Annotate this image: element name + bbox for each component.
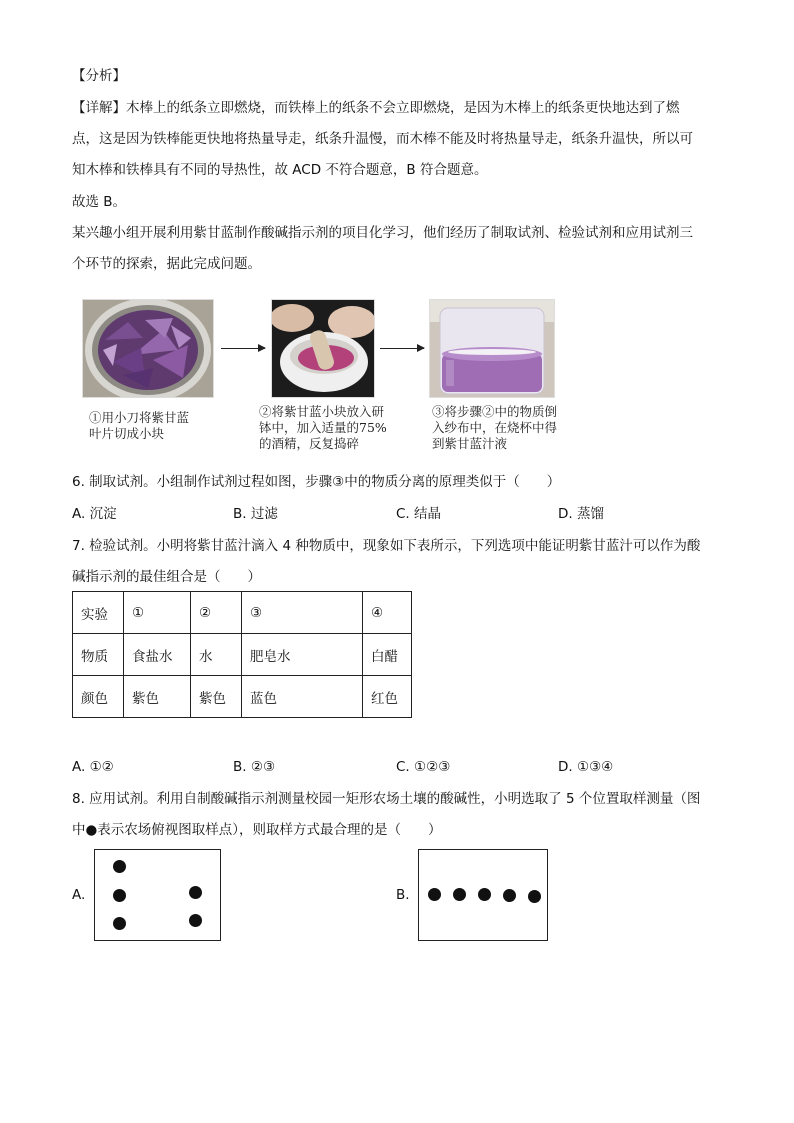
q6-option-c[interactable]: C. 结晶	[396, 506, 442, 522]
table-row	[73, 676, 412, 718]
q7-option-a[interactable]: A. ①②	[72, 759, 114, 775]
arrow-2-to-3	[380, 348, 424, 349]
q7-stem-line-1: 7. 检验试剂。小明将紫甘蓝汁滴入 4 种物质中，现象如下表所示，下列选项中能证明紫甘蓝汁可以作为酸	[72, 538, 701, 554]
q6-stem: 6. 制取试剂。小组制作试剂过程如图，步骤③中的物质分离的原理类似于（ ）	[72, 474, 561, 490]
table-cell: ②	[191, 592, 242, 634]
q8-option-b[interactable]: B.	[396, 887, 410, 903]
intro-line-1: 某兴趣小组开展利用紫甘蓝制作酸碱指示剂的项目化学习，他们经历了制取试剂、检验试剂和应用试剂三	[72, 225, 693, 241]
table-cell: ④	[363, 592, 412, 634]
sample-point	[113, 889, 126, 902]
arrow-1-to-2	[221, 348, 265, 349]
q7-option-b[interactable]: B. ②③	[233, 759, 276, 775]
detail-line-1: 【详解】木棒上的纸条立即燃烧，而铁棒上的纸条不会立即燃烧，是因为木棒上的纸条更快地达到了燃	[72, 100, 680, 116]
table-cell: 食盐水	[124, 634, 191, 676]
table-row	[73, 634, 412, 676]
detail-line-2: 点，这是因为铁棒能更快地将热量导走，纸条升温慢，而木棒不能及时将热量导走，纸条升温快，所以可	[72, 131, 693, 147]
table-cell: 水	[191, 634, 242, 676]
q8-option-a[interactable]: A.	[72, 887, 86, 903]
sample-point	[428, 888, 441, 901]
table-cell: 白醋	[363, 634, 412, 676]
q7-option-d[interactable]: D. ①③④	[558, 759, 614, 775]
photo-cut-cabbage	[82, 299, 214, 398]
table-cell: 肥皂水	[242, 634, 363, 676]
table-cell: 紫色	[191, 676, 242, 718]
sample-point	[189, 914, 202, 927]
table-cell: 实验	[73, 592, 124, 634]
table-cell: 蓝色	[242, 676, 363, 718]
step-1-caption: ①用小刀将紫甘蓝 叶片切成小块	[89, 410, 190, 441]
answer-line: 故选 B。	[72, 194, 127, 210]
table-cell: ③	[242, 592, 363, 634]
sample-point	[528, 890, 541, 903]
table-cell: ①	[124, 592, 191, 634]
step-3-caption: ③将步骤②中的物质倒 入纱布中，在烧杯中得 到紫甘蓝汁液	[432, 404, 558, 451]
detail-line-3: 知木棒和铁棒具有不同的导热性，故 ACD 不符合题意，B 符合题意。	[72, 162, 488, 178]
q6-option-a[interactable]: A. 沉淀	[72, 506, 117, 522]
sample-point	[113, 917, 126, 930]
step-2-caption: ②将紫甘蓝小块放入研 钵中，加入适量的75% 的酒精，反复捣碎	[259, 404, 387, 451]
q7-results-table	[72, 591, 412, 718]
sample-point	[503, 889, 516, 902]
table-row	[73, 592, 412, 634]
analysis-header: 【分析】	[72, 68, 126, 84]
q7-option-c[interactable]: C. ①②③	[396, 759, 451, 775]
q8-stem-line-2: 中●表示农场俯视图取样点），则取样方式最合理的是（ ）	[72, 822, 442, 838]
q8-option-b-field-diagram	[418, 849, 548, 941]
q7-stem-line-2: 碱指示剂的最佳组合是（ ）	[72, 569, 261, 585]
table-cell: 红色	[363, 676, 412, 718]
sample-point	[453, 888, 466, 901]
intro-line-2: 个环节的探索，据此完成问题。	[72, 256, 261, 272]
q8-stem-line-1: 8. 应用试剂。利用自制酸碱指示剂测量校园一矩形农场土壤的酸碱性，小明选取了 5 个位置取样测量（图	[72, 791, 701, 807]
table-cell: 颜色	[73, 676, 124, 718]
q6-option-b[interactable]: B. 过滤	[233, 506, 278, 522]
q6-option-d[interactable]: D. 蒸馏	[558, 506, 604, 522]
table-cell: 物质	[73, 634, 124, 676]
sample-point	[189, 886, 202, 899]
q8-option-a-field-diagram	[94, 849, 221, 941]
table-cell: 紫色	[124, 676, 191, 718]
photo-beaker-juice	[429, 299, 555, 398]
sample-point	[478, 888, 491, 901]
sample-point	[113, 860, 126, 873]
photo-mortar-grinding	[271, 299, 375, 398]
